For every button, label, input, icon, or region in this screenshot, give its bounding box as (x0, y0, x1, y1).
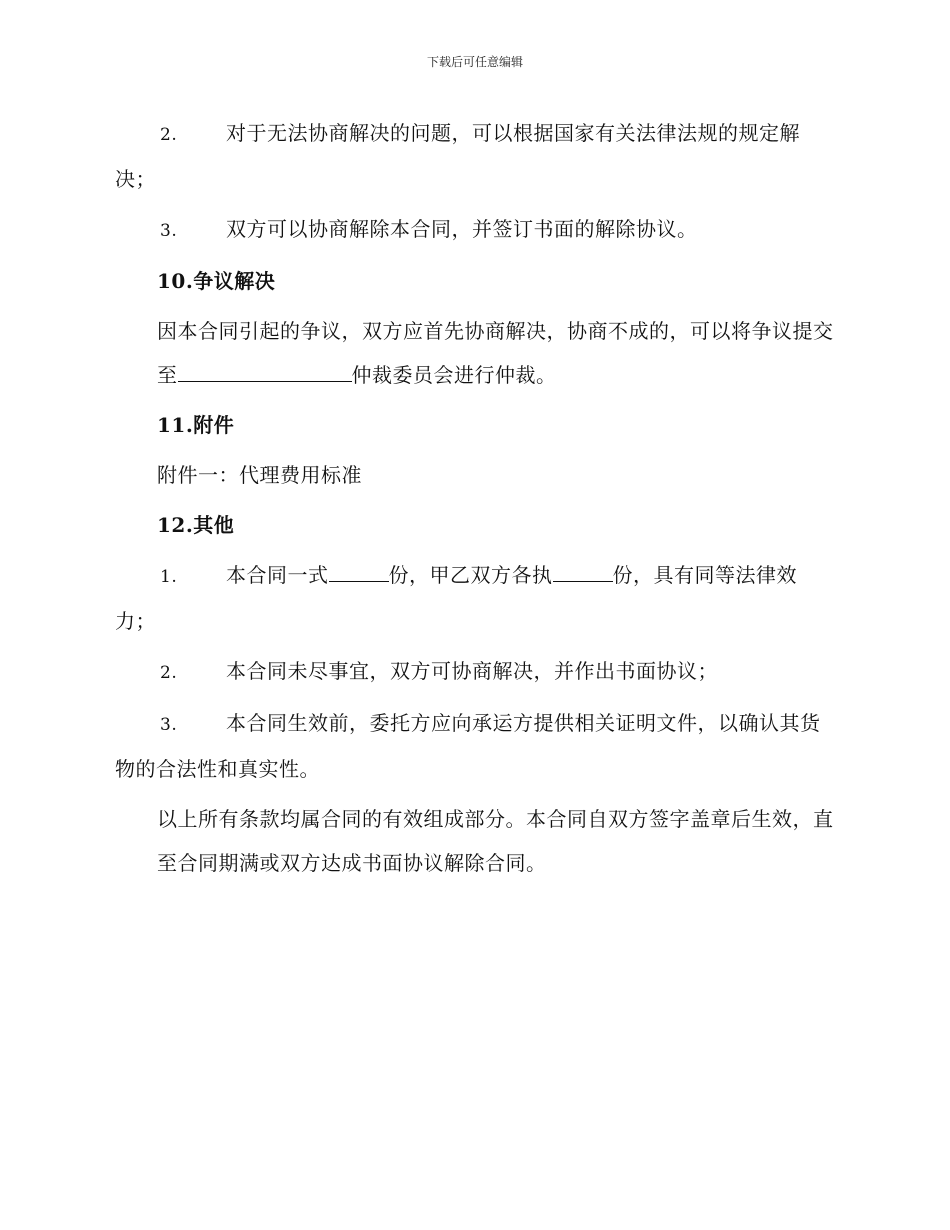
dispute-text-before: 因本合同引起的争议，双方应首先协商解决，协商不成的，可以将争议提交至 (157, 319, 834, 387)
clause-12-3 (115, 701, 835, 791)
page-header: 下载后可任意编辑 (426, 55, 523, 69)
clause-text: 本合同未尽事宜，双方可协商解决，并作出书面协议； (226, 659, 718, 683)
document-body (115, 111, 835, 891)
item-number: 2. (160, 125, 178, 145)
clause-12-2 (115, 649, 835, 695)
clause-9-3 (115, 207, 835, 253)
clause-text: 本合同生效前，委托方应向承运方提供相关证明文件，以确认其货物的合法性和真实性。 (115, 711, 821, 781)
copies-blank (329, 557, 389, 582)
section-heading-10: 10.争议解决 (157, 269, 276, 293)
attachment-line: 附件一：代理费用标准 (157, 463, 362, 487)
section-heading-11: 11.附件 (157, 413, 235, 437)
each-copies-blank (553, 557, 613, 582)
item-number: 3. (160, 715, 178, 735)
clause-text-part2: 份，甲乙双方各执 (388, 563, 553, 587)
item-number: 2. (160, 663, 178, 683)
item-number: 3. (160, 221, 178, 241)
clause-9-2 (115, 111, 835, 201)
clause-text: 对于无法协商解决的问题，可以根据国家有关法律法规的规定解决； (115, 121, 800, 191)
arbitration-blank (178, 357, 352, 382)
section-heading-12: 12.其他 (157, 513, 235, 537)
clause-text-part3: 份，具有同等法律效力； (115, 563, 797, 633)
closing-paragraph: 以上所有条款均属合同的有效组成部分。本合同自双方签字盖章后生效，直至合同期满或双方达成书面协议解除合同。 (157, 807, 834, 875)
dispute-paragraph (115, 309, 835, 397)
item-number: 1. (160, 567, 178, 587)
dispute-text-after: 仲裁委员会进行仲裁。 (351, 363, 557, 387)
clause-text: 双方可以协商解除本合同，并签订书面的解除协议。 (226, 217, 698, 241)
clause-text-part1: 本合同一式 (226, 563, 329, 587)
clause-12-1 (115, 553, 835, 643)
